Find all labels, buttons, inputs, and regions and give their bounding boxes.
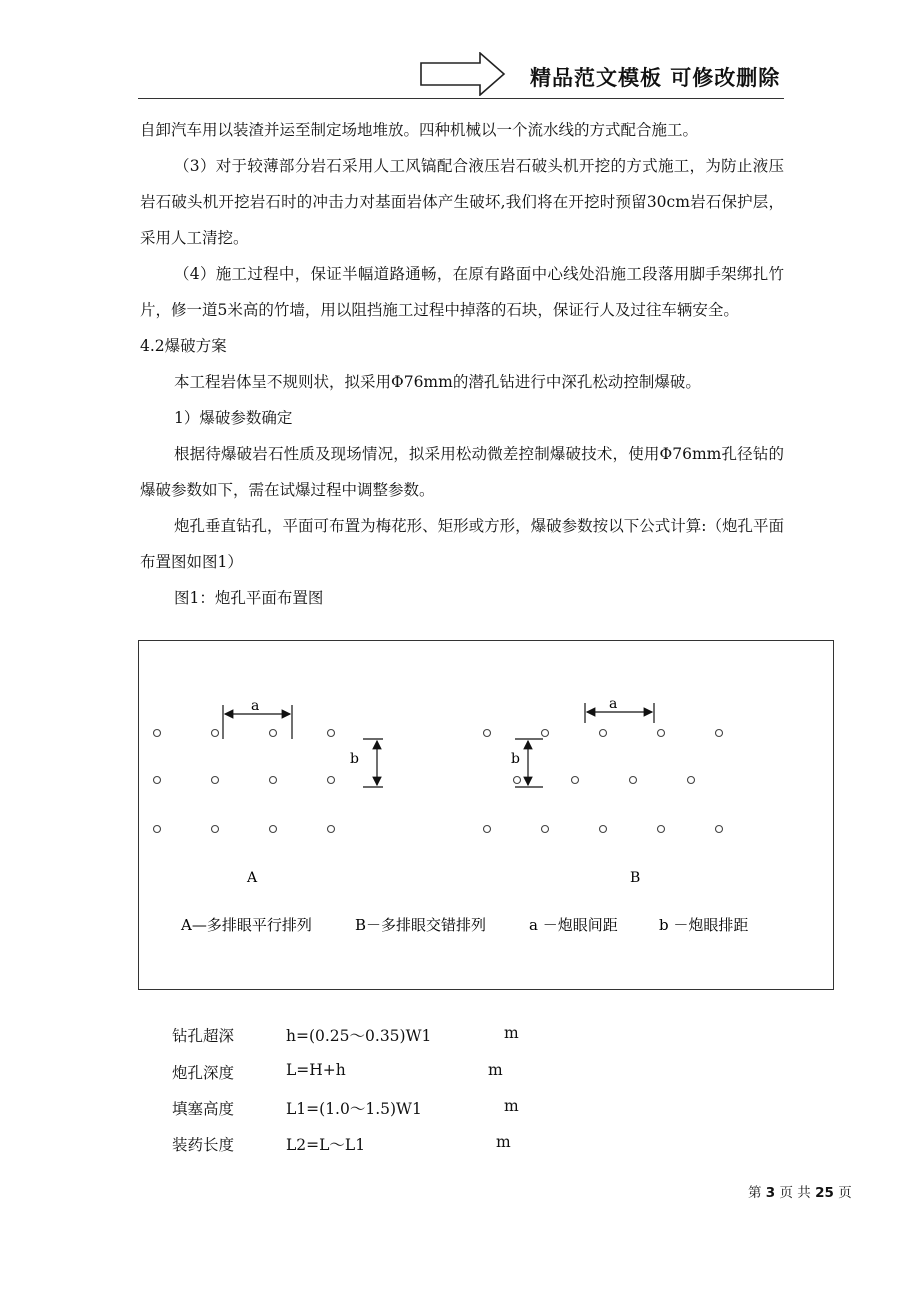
- legend-b: B－多排眼交错排列: [355, 916, 487, 934]
- formula-unit: m: [504, 1097, 519, 1115]
- figure-hole-layout: [138, 640, 834, 990]
- formula-unit: m: [496, 1133, 511, 1151]
- pattern-b-label: B: [630, 870, 641, 886]
- formula-unit: m: [488, 1061, 503, 1079]
- hole-b-r1c4: [658, 730, 665, 737]
- formula-expr: L2=L～L1: [286, 1136, 366, 1154]
- formula-expr: L1=(1.0～1.5)W1: [286, 1100, 422, 1118]
- hole-a-r1c1: [154, 730, 161, 737]
- hole-b-r2c3: [630, 777, 637, 784]
- formula-expr: h=(0.25～0.35)W1: [286, 1027, 432, 1045]
- page-number: 第 3 页 共 25 页: [748, 1185, 852, 1201]
- dimension-b-left: [363, 739, 383, 787]
- hole-a-r1c4: [328, 730, 335, 737]
- formula-expr: L=H+h: [286, 1061, 346, 1079]
- label-b-right: b: [511, 751, 520, 767]
- formula-name: 填塞高度: [172, 1100, 235, 1118]
- legend-a: A—多排眼平行排列: [181, 916, 312, 934]
- hole-a-r3c4: [328, 826, 335, 833]
- section-heading: 4.2爆破方案: [140, 337, 227, 355]
- hole-b-r3c3: [600, 826, 607, 833]
- hole-b-r3c2: [542, 826, 549, 833]
- hole-layout-diagram: [139, 641, 833, 989]
- hole-a-r1c2: [212, 730, 219, 737]
- label-a-left: a: [251, 698, 260, 714]
- paragraph-1: 自卸汽车用以装渣并运至制定场地堆放。四种机械以一个流水线的方式配合施工。: [140, 121, 699, 139]
- hole-b-r1c3: [600, 730, 607, 737]
- label-a-right: a: [609, 696, 618, 712]
- hole-b-r2c4: [688, 777, 695, 784]
- formula-unit: m: [504, 1024, 519, 1042]
- formula-name: 钻孔超深: [172, 1027, 235, 1045]
- hole-b-r3c4: [658, 826, 665, 833]
- hole-a-r2c3: [270, 777, 277, 784]
- hole-a-r2c2: [212, 777, 219, 784]
- paragraph-5: 根据待爆破岩石性质及现场情况，拟采用松动微差控制爆破技术，使用Φ76mm孔径钻的爆破参数如下，需在试爆过程中调整参数。: [140, 445, 784, 499]
- figure-caption: 图1：炮孔平面布置图: [174, 589, 324, 607]
- hole-b-r2c1: [514, 777, 521, 784]
- hole-b-r1c1: [484, 730, 491, 737]
- hole-b-r2c2: [572, 777, 579, 784]
- hole-b-r3c5: [716, 826, 723, 833]
- paragraph-3: （4）施工过程中，保证半幅道路通畅，在原有路面中心线处沿施工段落用脚手架绑扎竹片，修一道5米高的竹墙，用以阻挡施工过程中掉落的石块，保证行人及过往车辆安全。: [140, 265, 784, 319]
- hole-a-r1c3: [270, 730, 277, 737]
- dimension-a-right: [585, 703, 654, 723]
- hole-a-r2c1: [154, 777, 161, 784]
- header-title: 精品范文模板 可修改删除: [530, 66, 781, 90]
- hole-b-r1c2: [542, 730, 549, 737]
- hole-a-r3c3: [270, 826, 277, 833]
- legend-row-spacing: b －炮眼排距: [659, 916, 749, 934]
- label-b-left: b: [350, 751, 359, 767]
- formula-name: 装药长度: [172, 1136, 235, 1154]
- current-page: 3: [765, 1185, 776, 1201]
- paragraph-6: 炮孔垂直钻孔，平面可布置为梅花形、矩形或方形，爆破参数按以下公式计算:（炮孔平面布置图如图1）: [140, 517, 784, 571]
- right-arrow-outline-icon: [420, 52, 506, 96]
- hole-a-r3c1: [154, 826, 161, 833]
- subheading: 1）爆破参数确定: [174, 409, 293, 427]
- header-divider: [138, 98, 784, 99]
- hole-b-r1c5: [716, 730, 723, 737]
- total-pages: 25: [815, 1185, 834, 1201]
- hole-a-r3c2: [212, 826, 219, 833]
- hole-a-r2c4: [328, 777, 335, 784]
- pattern-a-label: A: [247, 870, 258, 886]
- formula-name: 炮孔深度: [172, 1064, 235, 1082]
- hole-b-r3c1: [484, 826, 491, 833]
- legend-spacing: a －炮眼间距: [529, 916, 618, 934]
- paragraph-2: （3）对于较薄部分岩石采用人工风镐配合液压岩石破头机开挖的方式施工，为防止液压岩石破头机开挖岩石时的冲击力对基面岩体产生破坏,我们将在开挖时预留30cm岩石保护层，采用人工清挖。: [140, 157, 784, 247]
- paragraph-4: 本工程岩体呈不规则状，拟采用Φ76mm的潜孔钻进行中深孔松动控制爆破。: [174, 373, 701, 391]
